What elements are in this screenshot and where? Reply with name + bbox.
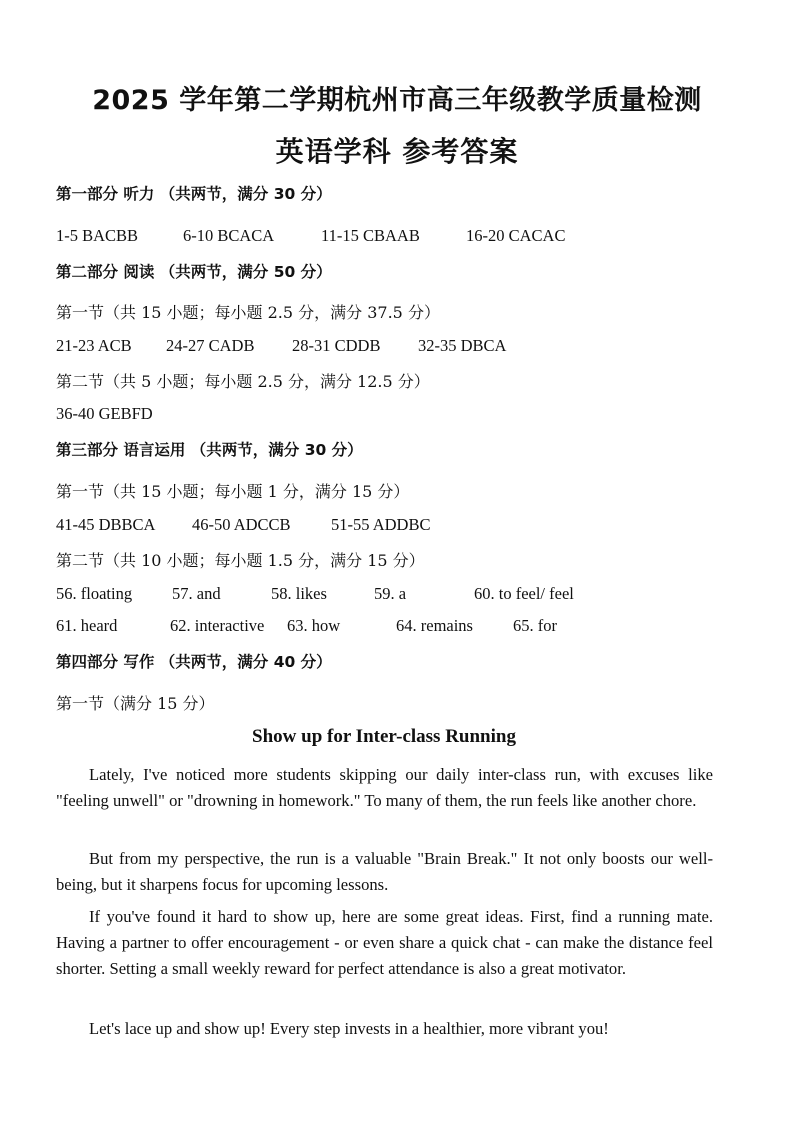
part3-heading: 第三部分 语言运用 （共两节，满分 30 分） bbox=[56, 441, 363, 459]
answer-group: 41-45 DBBCA bbox=[56, 515, 156, 534]
essay-paragraph: Let's lace up and show up! Every step invests in a healthier, more vibrant you! bbox=[89, 1019, 609, 1038]
essay-paragraph: If you've found it hard to show up, here are some great ideas. First, find a running mate. Having a partner to offer encouragement - or even share a quick chat - can make the distance feel shorter. Setting a small weekly reward for perfect attendance is also a great motivator. bbox=[56, 907, 713, 978]
answer-group: 11-15 CBAAB bbox=[321, 226, 420, 245]
answer-item: 57. and bbox=[172, 584, 221, 603]
answer-item: 59. a bbox=[374, 584, 407, 603]
answer-item: 63. how bbox=[287, 616, 341, 635]
answer-group: 28-31 CDDB bbox=[292, 336, 381, 355]
part2-heading: 第二部分 阅读 （共两节，满分 50 分） bbox=[56, 263, 332, 281]
subject-title: 英语学科 参考答案 bbox=[275, 135, 519, 168]
part3-section2-label: 第二节（共 10 小题；每小题 1.5 分，满分 15 分） bbox=[56, 551, 425, 570]
essay-paragraph: But from my perspective, the run is a valuable "Brain Break." It not only boosts our well-being, but it sharpens focus for upcoming lessons. bbox=[56, 849, 713, 894]
answer-group: 21-23 ACB bbox=[56, 336, 132, 355]
answer-item: 65. for bbox=[513, 616, 557, 635]
answer-group: 1-5 BACBB bbox=[56, 226, 139, 245]
part3-section1-label: 第一节（共 15 小题；每小题 1 分，满分 15 分） bbox=[56, 482, 410, 501]
essay-title: Show up for Inter-class Running bbox=[252, 726, 516, 747]
answer-group: 16-20 CACAC bbox=[466, 226, 566, 245]
answer-group: 6-10 BCACA bbox=[183, 226, 275, 245]
answer-item: 58. likes bbox=[271, 584, 327, 603]
answer-item: 60. to feel/ feel bbox=[474, 584, 574, 603]
answer-item: 62. interactive bbox=[170, 616, 265, 635]
essay-paragraph: Lately, I've noticed more students skipping our daily inter-class run, with excuses like "feeling unwell" or "drowning in homework." To many of them, the run feels like another chore. bbox=[56, 765, 713, 810]
part4-section1-label: 第一节（满分 15 分） bbox=[56, 694, 215, 713]
answer-group: 36-40 GEBFD bbox=[56, 404, 153, 423]
part2-section1-label: 第一节（共 15 小题；每小题 2.5 分，满分 37.5 分） bbox=[56, 303, 440, 322]
part2-section2-label: 第二节（共 5 小题；每小题 2.5 分，满分 12.5 分） bbox=[56, 372, 430, 391]
answer-group: 24-27 CADB bbox=[166, 336, 255, 355]
part1-heading: 第一部分 听力 （共两节，满分 30 分） bbox=[56, 185, 332, 203]
exam-title: 2025 学年第二学期杭州市高三年级教学质量检测 bbox=[92, 85, 702, 116]
answer-group: 51-55 ADDBC bbox=[331, 515, 431, 534]
answer-item: 56. floating bbox=[56, 584, 133, 603]
answer-item: 64. remains bbox=[396, 616, 473, 635]
answer-group: 46-50 ADCCB bbox=[192, 515, 291, 534]
answer-item: 61. heard bbox=[56, 616, 118, 635]
part4-heading: 第四部分 写作 （共两节，满分 40 分） bbox=[56, 653, 332, 671]
answer-group: 32-35 DBCA bbox=[418, 336, 507, 355]
